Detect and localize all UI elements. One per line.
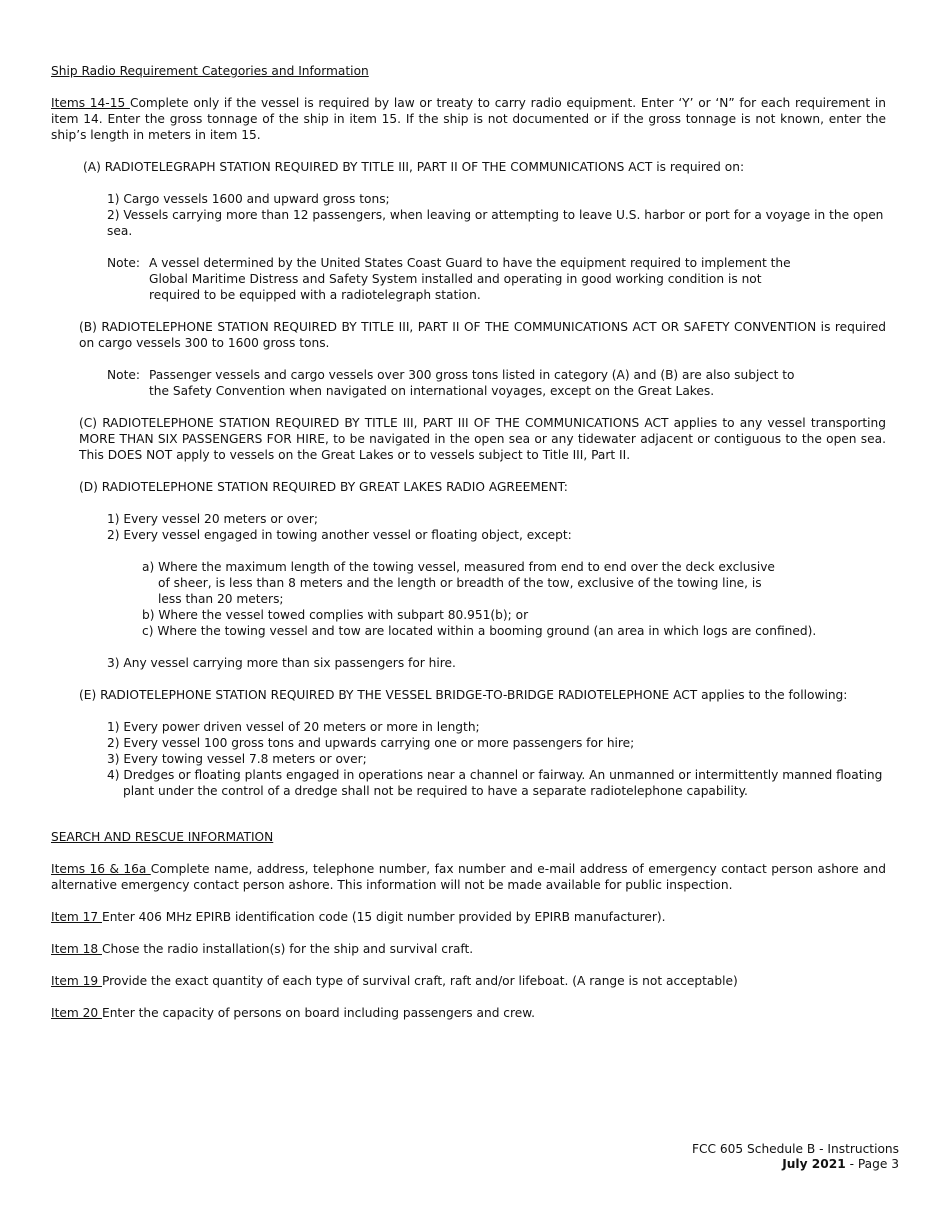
footer-form-title: FCC 605 Schedule B - Instructions [691,1142,899,1156]
category-b-title: (B) RADIOTELEPHONE STATION REQUIRED BY TITLE III, PART II OF THE COMMUNICATIONS ACT OR SAFETY CONVENTION is required on cargo vessels 300 to 1600 gross tons. [79,320,886,350]
exception-c: c) Where the towing vessel and tow are located within a booming ground (an area in which logs are confined). [142,624,817,638]
category-e-item-3: 3) Every towing vessel 7.8 meters or over; [107,752,367,766]
footer-page-number: - Page 3 [845,1157,899,1171]
item-17-paragraph [51,909,886,925]
category-d-exceptions [51,559,886,639]
category-d-list [51,511,886,543]
note-label: Note: [107,368,140,382]
ship-radio-heading: Ship Radio Requirement Categories and Information [51,64,369,78]
footer-date-page [692,1157,899,1172]
category-e-item-2: 2) Every vessel 100 gross tons and upwards carrying one or more passengers for hire; [107,736,635,750]
item-19-text: Provide the exact quantity of each type of survival craft, raft and/or lifeboat. (A range is not acceptable) [102,974,738,988]
category-b-note [51,367,886,399]
item-19-label: Item 19 [51,974,102,988]
footer-year-tail: 21 [828,1157,846,1171]
footer-month: July 20 [782,1157,829,1171]
category-e-item-1: 1) Every power driven vessel of 20 meters or more in length; [107,720,480,734]
item-20-paragraph [51,1005,886,1021]
item-18-text: Chose the radio installation(s) for the ship and survival craft. [102,942,474,956]
category-e-title: (E) RADIOTELEPHONE STATION REQUIRED BY THE VESSEL BRIDGE-TO-BRIDGE RADIOTELEPHONE ACT applies to the following: [79,688,848,702]
category-a-item-2: 2) Vessels carrying more than 12 passengers, when leaving or attempting to leave U.S. harbor or port for a voyage in the open sea. [107,208,884,238]
exception-b: b) Where the vessel towed complies with subpart 80.951(b); or [142,608,529,622]
items-14-15-label: Items 14-15 [51,96,130,110]
item-18-paragraph [51,941,886,957]
item-20-text: Enter the capacity of persons on board including passengers and crew. [102,1006,535,1020]
note-text: Passenger vessels and cargo vessels over 300 gross tons listed in category (A) and (B) are also subject to the Safety Convention when navigated on international voyages, except on the Great Lakes. [149,368,795,398]
note-text: A vessel determined by the United States Coast Guard to have the equipment required to implement the Global Maritime Distress and Safety System installed and operating in good working condition is not required to be equipped with a radiotelegraph station. [149,256,791,302]
category-d-item-1: 1) Every vessel 20 meters or over; [107,512,318,526]
item-19-paragraph [51,973,886,989]
item-20-label: Item 20 [51,1006,102,1020]
item-17-text: Enter 406 MHz EPIRB identification code (15 digit number provided by EPIRB manufacturer). [102,910,666,924]
category-a-note [51,255,886,303]
category-a-list [51,191,886,239]
category-d-item-3: 3) Any vessel carrying more than six passengers for hire. [107,656,456,670]
document-page [51,63,886,1037]
page-footer [692,1142,899,1172]
category-d-item-2: 2) Every vessel engaged in towing another vessel or floating object, except: [107,528,572,542]
items-16-text: Complete name, address, telephone number, fax number and e-mail address of emergency contact person ashore and alternative emergency contact person ashore. This information will not be made available for public inspection. [51,862,886,892]
category-a-item-1: 1) Cargo vessels 1600 and upward gross tons; [107,192,390,206]
note-label: Note: [107,256,140,270]
items-14-15-paragraph [51,95,886,143]
item-18-label: Item 18 [51,942,102,956]
items-14-15-text: Complete only if the vessel is required by law or treaty to carry radio equipment. Enter ‘Y’ or ‘N” for each requirement in item 14. Enter the gross tonnage of the ship in item 15. If the ship is not documented or if the gross tonnage is not known, enter the ship’s length in meters in item 15. [51,96,886,142]
category-c-title: (C) RADIOTELEPHONE STATION REQUIRED BY TITLE III, PART III OF THE COMMUNICATIONS ACT applies to any vessel transporting MORE THAN SIX PASSENGERS FOR HIRE, to be navigated in the open sea or any tidewater adjacent or contiguous to the open sea. This DOES NOT apply to vessels on the Great Lakes or to vessels subject to Title III, Part II. [79,416,886,462]
item-17-label: Item 17 [51,910,102,924]
category-e-item-4: 4) Dredges or floating plants engaged in operations near a channel or fairway. An unmanned or intermittently manned floating plant under the control of a dredge shall not be required to have a separate radiotelephone capability. [107,768,883,798]
items-16-label: Items 16 & 16a [51,862,151,876]
category-e-list [51,719,886,799]
category-d-title: (D) RADIOTELEPHONE STATION REQUIRED BY GREAT LAKES RADIO AGREEMENT: [79,480,568,494]
exception-a: a) Where the maximum length of the towing vessel, measured from end to end over the deck exclusive of sheer, is less than 8 meters and the length or breadth of the tow, exclusive of the towing line, is less than 20 meters; [142,560,775,606]
category-a-title: (A) RADIOTELEGRAPH STATION REQUIRED BY TITLE III, PART II OF THE COMMUNICATIONS ACT is required on: [83,160,745,174]
items-16-paragraph [51,861,886,893]
search-rescue-heading: SEARCH AND RESCUE INFORMATION [51,830,274,844]
